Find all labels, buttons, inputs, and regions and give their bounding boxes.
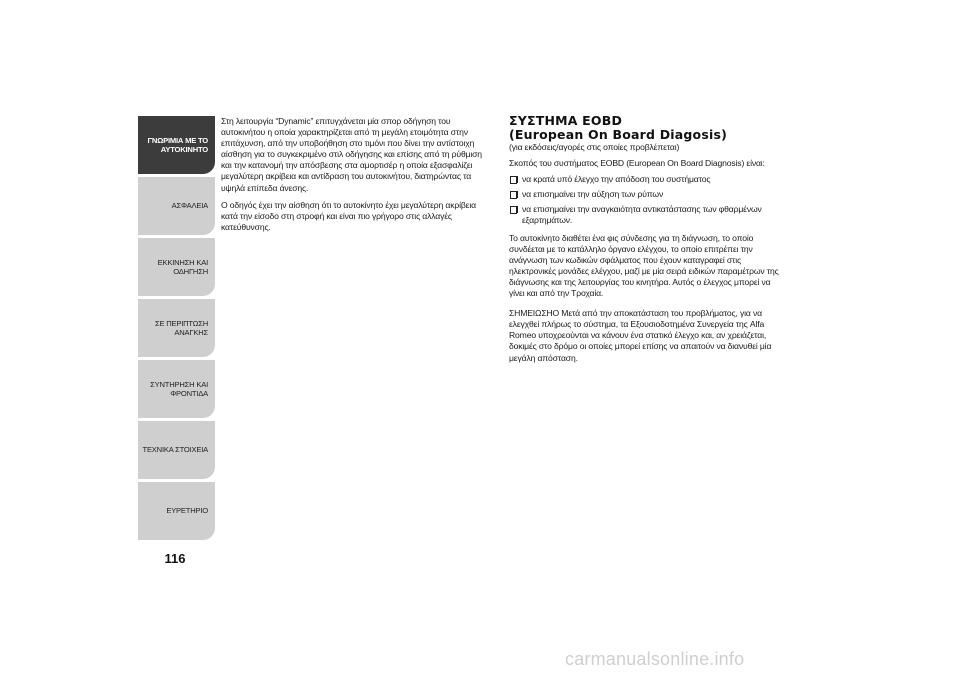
list-item: [509, 174, 784, 185]
left-column: [221, 116, 491, 239]
list-item-text: να επισημαίνει την αναγκαιότητα αντικατάστασης των φθαρμένων εξαρτημάτων.: [522, 204, 762, 226]
list-item: [509, 189, 784, 200]
watermark-text: carmanualsonline.info: [565, 649, 745, 669]
section-subtitle: (για εκδόσεις/αγορές στις οποίες προβλέπεται): [509, 142, 680, 152]
tab-label: ΤΕΧΝΙΚΑ ΣΤΟΙΧΕΙΑ: [142, 445, 208, 455]
list-item: [509, 204, 784, 226]
tab-label: ΣΕ ΠΕΡΙΠΤΩΣΗ ΑΝΑΓΚΗΣ: [154, 318, 208, 337]
tab-label: ΕΚΚΙΝΗΣΗ ΚΑΙ ΟΔΗΓΗΣΗ: [157, 257, 208, 276]
list-item-text: να επισημαίνει την αύξηση των ρύπων: [522, 189, 664, 200]
tab-label: ΣΥΝΤΗΡΗΣΗ ΚΑΙ ΦΡΟΝΤΙΔΑ: [150, 379, 208, 398]
tab-label: ΕΥΡΕΤΗΡΙΟ: [166, 506, 208, 516]
list-item-text: να κρατά υπό έλεγχο την απόδοση του συστήματος: [522, 174, 711, 185]
checkbox-bullet-icon: [510, 191, 517, 199]
section-heading: ΣΥΣΤΗΜΑ EOBD: [509, 113, 623, 128]
eobd-intro: Σκοπός του συστήματος EOBD (European On Board Diagnosis) είναι:: [509, 158, 765, 169]
tab-maintenance-care[interactable]: [138, 360, 215, 418]
section-heading-subline: (European On Board Diagosis): [509, 127, 728, 142]
tab-starting-driving[interactable]: [138, 238, 215, 296]
checkbox-bullet-icon: [510, 176, 517, 184]
tab-index[interactable]: [138, 482, 215, 540]
driver-feel-paragraph: Ο οδηγός έχει την αίσθηση ότι το αυτοκίνητο έχει μεγαλύτερη ακρίβεια κατά την είσοδο στη στροφή και είναι πιο γρήγορο στις αλλαγές κατεύθυνσης.: [221, 199, 476, 232]
tab-label: ΑΣΦΑΛΕΙΑ: [171, 201, 208, 211]
checkbox-bullet-icon: [510, 206, 517, 214]
dynamic-mode-paragraph: Στη λειτουργία “Dynamic” επιτυγχάνεται μία σπορ οδήγηση του αυτοκινήτου η οποία χαρακτηρίζεται από τη μεγάλη ετοιμότητα στην επιτάχυνση, από την υποβοήθηση στο τιμόνι που δίνει την αντίστοιχη αίσθηση για το συγκεκριμένο στιλ οδήγησης και επίσης από τη ρύθμιση και την κατανομή την απόσβεσης στα αμορτισέρ η οποία εξασφαλίζει μεγαλύτερη ακρίβεια και αντίδραση του αυτοκινήτου, διατηρώντας τα υψηλά επίπεδα άνεσης.: [221, 116, 482, 193]
tab-label: ΓΝΩΡΙΜΙΑ ΜΕ ΤΟ ΑΥΤΟΚΙΝΗΤΟ: [147, 135, 208, 154]
diagnosis-socket-paragraph: Το αυτοκίνητο διαθέτει ένα φις σύνδεσης για τη διάγνωση, το οποίο συνδέεται με το κατάλληλο όργανο ελέγχου, το οποίο επιτρέπει την ανάγνωση των κωδικών σφάλματος που έχουν καταγραφεί στις ηλεκτρονικές μονάδες ελέγχου, μαζί με μία σειρά ειδικών παραμέτρων της διάγνωσης και της λειτουργίας του κινητήρα. Αυτός ο έλεγχος μπορεί να γίνει και από την Τροχαία.: [509, 232, 779, 299]
tab-emergency[interactable]: [138, 299, 215, 357]
right-column: [509, 114, 784, 370]
tab-getting-to-know-car[interactable]: [138, 116, 215, 174]
page-number: 116: [164, 551, 186, 566]
tab-safety[interactable]: [138, 177, 215, 235]
chapter-sidebar: [138, 116, 215, 543]
tab-technical-data[interactable]: [138, 421, 215, 479]
note-paragraph: ΣΗΜΕΙΩΣΗΟ Μετά από την αποκατάσταση του προβλήματος, για να ελεγχθεί πλήρως το σύστημα, τα Εξουσιοδοτημένα Συνεργεία της Alfa Romeo υποχρεούνται να κάνουν ένα στατικό έλεγχο και, αν χρειάζεται, δοκιμές στο δρόμο οι οποίες μπορεί επίσης να απαιτούν να διανυθεί μία μεγάλη απόσταση.: [509, 308, 772, 363]
